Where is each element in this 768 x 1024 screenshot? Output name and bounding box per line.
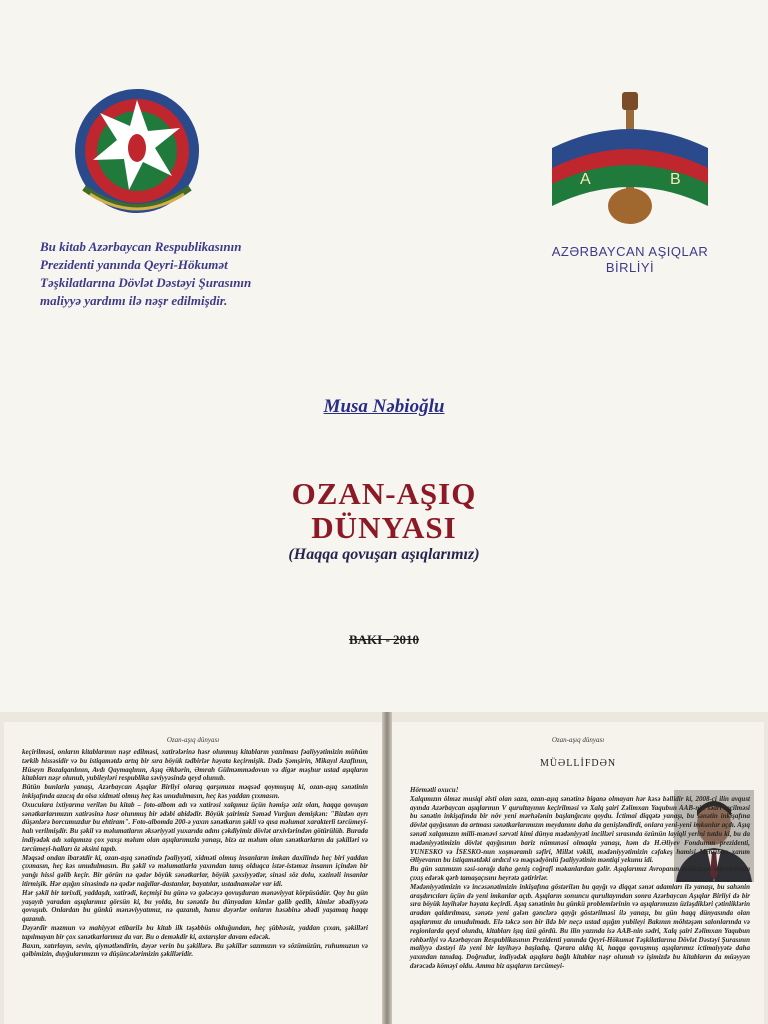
book-title-line-1: OZAN-AŞIQ xyxy=(291,476,477,511)
left-page xyxy=(4,722,382,1024)
section-heading: MÜƏLLİFDƏN xyxy=(539,758,617,769)
paragraph: Baxın, xatırlayın, sevin, qiymətləndirin, dəyər verin bu şəkillərə. Bu şəkillər sazımızın və sözümüzün, ruhumuzun və qəlbimizin, duyğularımızın və düşüncələrimizin şəkilləridir. xyxy=(22,941,368,959)
left-page-text xyxy=(4,744,382,959)
running-header: Ozan-aşıq dünyası xyxy=(551,736,605,744)
book-subtitle: (Haqqa qovuşan aşıqlarımız) xyxy=(288,546,480,563)
org-line: AZƏRBAYCAN AŞIQLAR xyxy=(551,244,709,259)
running-header: Ozan-aşıq dünyası xyxy=(166,736,220,744)
org-line: BİRLİYİ xyxy=(605,260,655,275)
azerbaijan-emblem-icon xyxy=(62,76,212,226)
asiqlar-birliyi-logo-icon xyxy=(546,88,716,228)
paragraph: Dəyərdir məzmun və mahiyyət etibarilə bu kitab ilk təşəbbüs olduğundan, heç şübhəsiz, yaddan çıxan, şəkilləri tapılmayan bir çox sənətkarlarımız da var. Bu o deməkdir ki, axtarışlar davam edəcək. xyxy=(22,923,368,941)
author-name: Musa Nəbioğlu xyxy=(323,396,445,417)
right-page xyxy=(392,722,764,1024)
paragraph: Məqsəd ondan ibarətdir ki, ozan-aşıq sənətində fəaliyyəti, xidməti olmuş insanların imkan daxilində heç biri yaddan çıxmasın, heç kəs unudulmasın. Bu şəkil və məlumatlarla yaxından tanış olduqca istər-istəməz insanın içindən bir yanğı hissi gəlib keçir. Bir görün nə qədər böyük sənətkarlar, böyük şəxsiyyətlər, sinəsi söz dolu, xəzinəli insanlar itirmişik. Hər aşığın sinəsində nə qədər nağıllar-dastanlar, bayatılar, ustadnamələr var idi. xyxy=(22,853,368,888)
logo-letter-a: A xyxy=(580,171,591,188)
book-title-line-2: DÜNYASI xyxy=(311,510,457,545)
paragraph: Bu gün sazımızın səsi-sorağı daha geniş coğrafi məkanlardan gəlir. Aşıqlarımız Avropanın möhtəşəm salonlarında çıxış edərək qərb tamaşaçısını heyrətə gətirirlər. xyxy=(410,865,750,882)
paragraph: Oxuculara ixtiyarına verilən bu kitab – foto-albom adı və xatirəsi xalqımız üçün həmişə əziz olan, haqqa qovuşan sənətkarlarımızın xatirəsinə həsr olunmuş bir ədəbi abidədir. Böyük şairimiz Səməd Vurğun demişkən: "Bizdən ayrı düşənlərə borcumuzdur bu ehtiram". Foto-albomda 200-ə yaxın sənətkarın şəkli və qısa məlumat xarakterli tərcümeyi-halı verilmişdir. Bu şəkil və məlumatların əksəriyyəti yuxarıda adını çəkdiyimiz dövlət arxivlərindən götürülüb. Burada indiyədək adı xalqımıza çox yaxşı məlum olan aşıqlarımızla yanaşı, bizə az məlum olan sənətkarların da şəkilləri və tərcümeyi-halları öz əksini tapıb. xyxy=(22,800,368,853)
note-line: Təşkilatlarına Dövlət Dəstəyi Şurasının xyxy=(40,275,252,290)
note-line: Prezidenti yanında Qeyri-Hökumət xyxy=(40,257,228,272)
place-and-year: BAKI - 2010 xyxy=(348,632,420,647)
paragraph: Mədəniyyətimizin və incəsənətimizin inkişafına göstərilən bu qayğı və diqqət sənət adamları ilə yanaşı, bu sahənin araşdırıcıları üçün də yeni imkanlar açıb. Aşıqların sonuncu qurultayından sonra Azərbaycan Aşıqlar Birliyi də bir sıra böyük layihələr həyata keçirdi. Aşıq sənətinin bu günkü problemlərinin və aşıqlarımızın üzləşdikləri çətinliklərin aradan qaldırılması, sənətə yeni gələn gənclərə qayğı göstərilməsi ilə yanaşı, bu gün haqq dünyasında olan aşıqlarımız da unudulmadı. Elə təkcə son bir ildə bir neçə ustad aşığın yubileyi Bakının möhtəşəm salonlarında və regionlarda qeyd olundu, kitabları işıq üzü gördü. Bu ilin yazında isə AAB-nin sədri, Xalq şairi Zəlimxan Yaqubun rəhbərliyi və Azərbaycan Respublikasının Prezidenti yanında Qeyri-Hökumət Təşkilatlarına Dövlət Dəstəyi Şurasının maliyyə dəstəyi ilə yeni bir layihəyə başladıq. Qərara aldıq ki, haqqa qovuşmuş aşıqlarımız ictimaiyyətə daha yaxından tanıdaq. Doğrudur, indiyədək aşıqlara bağlı kitablar nəşr olunub və işimizdə bu kitabların da müəyyən dərəcədə köməyi oldu. Amma biz aşıqların tərcümeyi- xyxy=(410,882,750,970)
paragraph: keçirilməsi, onların kitablarının nəşr edilməsi, xatirələrinə həsr olunmuş kitabların yazılması fəaliyyətimizin mühüm tərkib hissəsidir və bu istiqamətdə artıq bir sıra böyük tədbirlər həyata keçirmişik. Dədə Şəmşirin, Mikayıl Azaflının, Hüseyn Bozalqanlının, Avdı Qaymaqlının, Aşıq Əkbərin, Əmrah Gülməmmədovun və digər məşhur ustad aşıqların kitabları nəşr olunub, yubileyləri respublika səviyyəsində qeyd olunub. xyxy=(22,748,368,783)
paragraph: Xalqımızın ölməz musiqi əlsti olan saza, ozan-aşıq sənətinə biganə olmayan hər kəsə bəllidir ki, 2008-ci ilin avqust ayında Azərbaycan aşıqlarının V qurultayının keçirilməsi və Xalq şairi Zəlimxan Yaqubun AAB-nin sədri seçilməsi bu sənətin inkişafında bir növ yeni mərhələnin başlanğıcını qoydu. İctimai diqqətə yanaşı, bu sənətin inkişafına dövlət qayğısının da artması sənətkarlarımızın meydanını daha da genişləndirdi, onlara yeni-yeni imkanlar açdı. Aşıq sənəti xalqımızın milli-mənəvi sərvəti kimi dünya mədəniyyəti incilləri sırasında özünün layiqli yerini tutdu ki, bu da mədəniyyətimizin dövlət qayğısının bariz nümunəsi olmaqla yanaşı, həm də H.Əliyev Fondunun prezidenti, YUNESKO və İSESKO-nun xoşməramlı səfiri, Millət vəkili, mədəniyyətimizin cəfakeş hamisi Mehriban xanım Əliyevanın bu istiqamətdəki ardıcıl və məqsədyönlü fəaliyyətinin məntiqi yekunu idi. xyxy=(410,794,750,865)
logo-letter-b: B xyxy=(670,171,681,188)
organization-name xyxy=(520,244,740,276)
note-line: maliyyə yardımı ilə nəşr edilmişdir. xyxy=(40,293,228,308)
note-line: Bu kitab Azərbaycan Respublikasının xyxy=(40,239,242,254)
paragraph: Bütün bunlarla yanaşı, Azərbaycan Aşıqlar Birliyi olaraq qarşımıza məqsəd qoymuşuq ki, ozan-aşıq sənətinin inkişafında azacıq da olsa xidməti olmuş heç kəs unudulmasın, heç kəs yaddan çıxmasın. xyxy=(22,783,368,800)
right-page-text xyxy=(410,786,750,971)
open-book-spread xyxy=(0,712,768,1024)
paragraph: Hər şəkil bir tarixdi, yaddaşdı, xatirədi, keçmişi bu günə və gələcəyə qovuşduran mənəviyyat körpüsüdür. Qoy bu gün yaşayıb yaradan aşıqlarımız görsün ki, bu yolda, bu sənətdə bu dünyadan kimlər gəlib gedib, kimlər əbədiyyətə qovuşub. Onlardan bu günkü mənəviyyatımız, nə qazanıb, hansı dəyərlər onların həsəbinə əbədi yaşamaq haqqı qazanıb. xyxy=(22,888,368,924)
publication-support-note xyxy=(40,238,360,310)
book-gutter xyxy=(382,712,392,1024)
greeting: Hörmətli oxucu! xyxy=(410,786,459,794)
